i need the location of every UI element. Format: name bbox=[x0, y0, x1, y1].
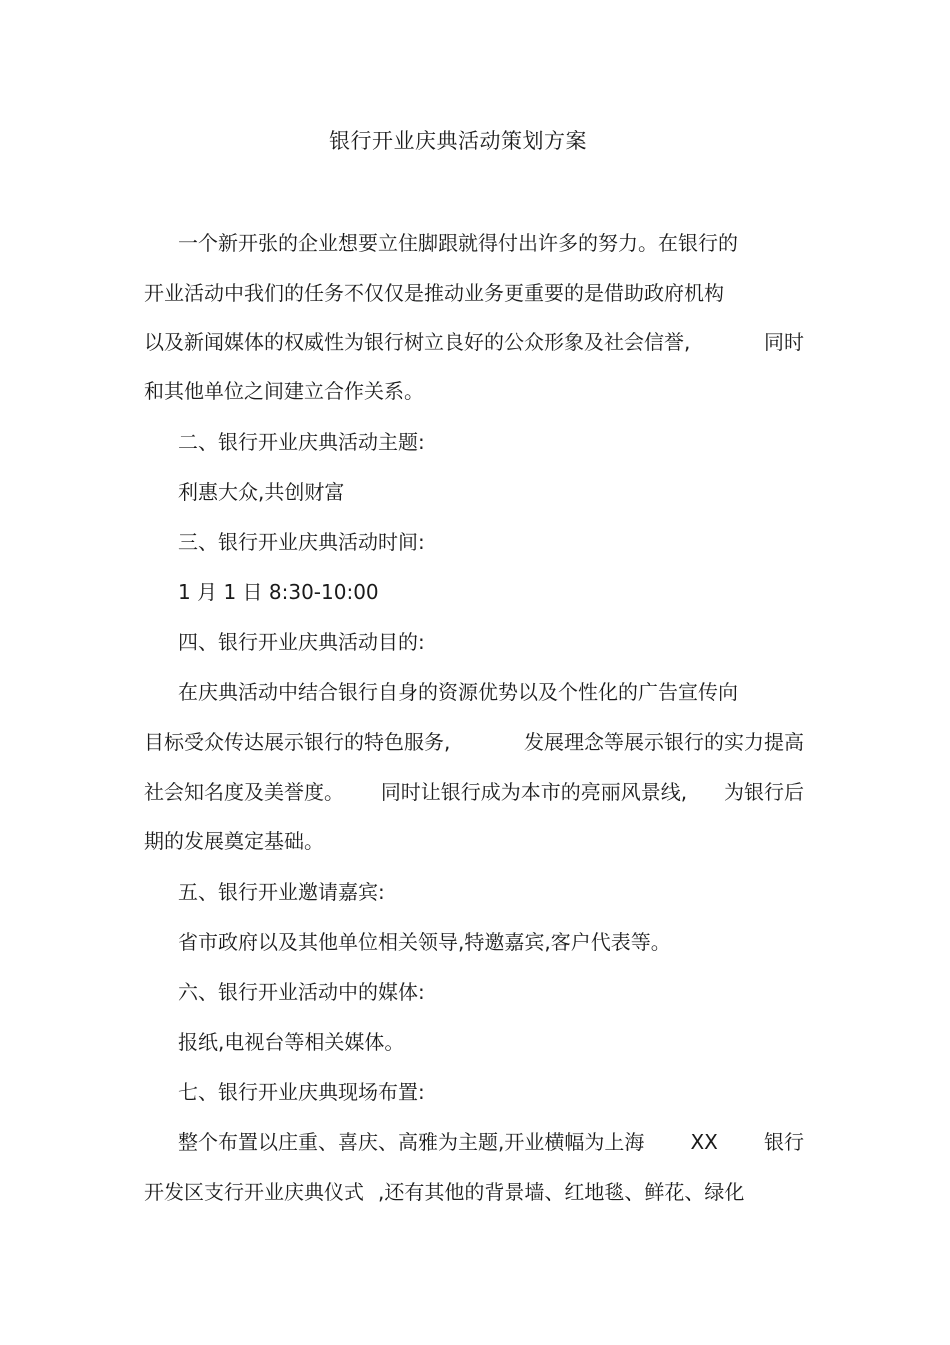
text-segment: ,还有其他的背景墙、红地毯、鲜花、绿化 bbox=[378, 1180, 745, 1204]
paragraph-line bbox=[178, 1127, 804, 1157]
section-heading: 四、银行开业庆典活动目的: bbox=[178, 630, 425, 654]
paragraph-line: 和其他单位之间建立合作关系。 bbox=[144, 379, 424, 403]
section-heading: 六、银行开业活动中的媒体: bbox=[178, 980, 425, 1004]
text-segment: 发展理念等展示银行的实力提高 bbox=[524, 730, 804, 754]
section-heading: 二、银行开业庆典活动主题: bbox=[178, 430, 425, 454]
paragraph-line bbox=[144, 777, 804, 807]
text-segment: XX bbox=[690, 1130, 718, 1154]
document-title: 银行开业庆典活动策划方案 bbox=[329, 129, 587, 153]
paragraph-line bbox=[144, 1177, 784, 1207]
paragraph-line: 一个新开张的企业想要立住脚跟就得付出许多的努力。在银行的 bbox=[178, 231, 738, 255]
text-segment: 整个布置以庄重、喜庆、高雅为主题,开业横幅为上海 bbox=[178, 1130, 645, 1154]
paragraph-line bbox=[144, 727, 804, 757]
text-segment: 银行 bbox=[763, 1130, 804, 1154]
paragraph-line: 期的发展奠定基础。 bbox=[144, 829, 324, 853]
text-segment: 为银行后 bbox=[723, 780, 804, 804]
section-heading: 三、银行开业庆典活动时间: bbox=[178, 530, 425, 554]
text-segment: 开发区支行开业庆典仪式 bbox=[144, 1180, 364, 1204]
text-segment: 同时让银行成为本市的亮丽风景线, bbox=[380, 780, 688, 804]
section-content: 1 月 1 日 8:30-10:00 bbox=[178, 580, 379, 604]
text-segment: 目标受众传达展示银行的特色服务, bbox=[144, 730, 451, 754]
section-heading: 五、银行开业邀请嘉宾: bbox=[178, 880, 385, 904]
text-segment: 同时 bbox=[764, 330, 804, 354]
text-segment: 以及新闻媒体的权威性为银行树立良好的公众形象及社会信誉, bbox=[144, 330, 691, 354]
section-content: 利惠大众,共创财富 bbox=[178, 480, 345, 504]
text-segment: 社会知名度及美誉度。 bbox=[144, 780, 344, 804]
paragraph-line bbox=[144, 327, 804, 357]
paragraph-line: 开业活动中我们的任务不仅仅是推动业务更重要的是借助政府机构 bbox=[144, 281, 724, 305]
section-heading: 七、银行开业庆典现场布置: bbox=[178, 1080, 425, 1104]
section-content: 省市政府以及其他单位相关领导,特邀嘉宾,客户代表等。 bbox=[178, 930, 671, 954]
section-content: 报纸,电视台等相关媒体。 bbox=[178, 1030, 405, 1054]
paragraph-line: 在庆典活动中结合银行自身的资源优势以及个性化的广告宣传向 bbox=[178, 680, 738, 704]
